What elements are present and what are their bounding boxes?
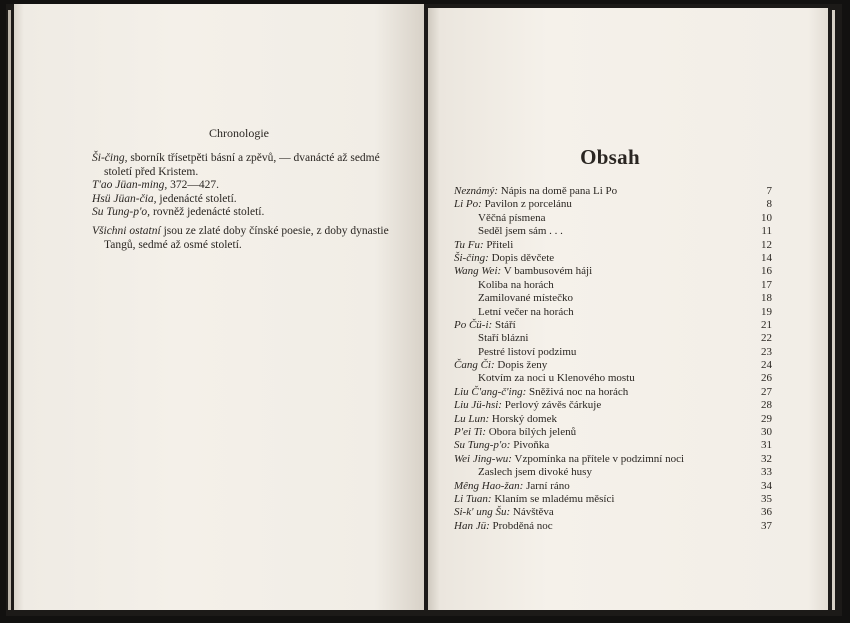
toc-author: Wang Wei: xyxy=(454,265,502,278)
toc-entry xyxy=(454,399,772,412)
toc-entry-label xyxy=(454,372,635,385)
toc-entry-label xyxy=(454,185,617,198)
toc-entry xyxy=(454,346,772,359)
toc-entry xyxy=(454,506,772,519)
toc-entry-label xyxy=(454,453,684,466)
toc-entry-label xyxy=(454,493,614,506)
toc-entry-label xyxy=(454,279,554,292)
toc-entry-label xyxy=(454,225,563,238)
toc-entry-label xyxy=(454,265,592,278)
toc-entry-label xyxy=(454,319,516,332)
toc-entry xyxy=(454,319,772,332)
chronology-item-name: Hsü Jüan-čia, xyxy=(92,192,157,205)
toc-title: Pavilon z porcelánu xyxy=(481,198,572,211)
chronology-item-text: 372—427. xyxy=(167,179,220,191)
toc-entry xyxy=(454,453,772,466)
toc-page-number: 37 xyxy=(761,519,772,532)
toc-title: Věčná písmena xyxy=(478,211,546,224)
toc-entry xyxy=(454,279,772,292)
toc-page-number: 26 xyxy=(761,372,772,385)
toc-author: Han Jü: xyxy=(454,519,490,532)
toc-page-number: 27 xyxy=(761,385,772,398)
toc-page-number: 36 xyxy=(761,506,772,519)
toc-author: Liu Č'ang-č'ing: xyxy=(454,385,527,398)
toc-entry xyxy=(454,439,772,452)
toc-entry xyxy=(454,239,772,252)
right-page xyxy=(428,8,828,610)
toc-entry xyxy=(454,225,772,238)
chronology-item-name: T'ao Jüan-ming, xyxy=(92,179,168,191)
toc-entry-label xyxy=(454,332,528,345)
toc-entry-label xyxy=(454,252,554,265)
toc-title: Vzpomínka na přítele v podzimní noci xyxy=(511,452,685,465)
toc-page-number: 21 xyxy=(761,318,772,331)
toc-page-number: 33 xyxy=(761,466,772,479)
book-spread xyxy=(6,4,842,616)
toc-title: Stáří xyxy=(492,318,516,331)
page-edge-right xyxy=(832,10,835,610)
toc-page-number: 10 xyxy=(761,211,772,224)
chronology-item xyxy=(92,179,392,193)
toc-page-number: 18 xyxy=(761,292,772,305)
chronology-list xyxy=(92,152,392,220)
toc-author: Tu Fu: xyxy=(454,238,484,251)
toc-entry xyxy=(454,493,772,506)
toc-title: Probděná noc xyxy=(489,519,553,532)
toc-entry-label xyxy=(454,198,572,211)
toc-author: Lu Lun: xyxy=(454,412,490,425)
toc-title: Horský domek xyxy=(489,412,557,425)
toc-title: Návštěva xyxy=(510,506,554,519)
toc-author: P'ei Ti: xyxy=(454,426,486,439)
toc-page-number: 8 xyxy=(766,198,772,211)
toc-title: V bambusovém háji xyxy=(501,265,593,278)
toc-entry-label xyxy=(454,520,553,533)
chronology-note xyxy=(92,225,404,252)
toc-entry-label xyxy=(454,292,573,305)
toc-entry-label xyxy=(454,466,592,479)
toc-page-number: 34 xyxy=(761,479,772,492)
toc-title: Perlový závěs čárkuje xyxy=(501,399,602,412)
chronology-item-name: Ši-čing, xyxy=(92,152,128,164)
toc-title: Sněživá noc na horách xyxy=(526,385,629,398)
toc-entry-label xyxy=(454,359,547,372)
contents-heading: Obsah xyxy=(580,145,640,169)
toc-title: Koliba na horách xyxy=(478,278,554,291)
toc-author: Liu Jü-hsi: xyxy=(454,399,502,412)
toc-entry xyxy=(454,265,772,278)
toc-author: Po Čü-i: xyxy=(454,318,493,331)
toc-entry xyxy=(454,252,772,265)
toc-author: Su Tung-p'o: xyxy=(454,439,511,452)
toc-entry-label xyxy=(454,439,549,452)
toc-title: Přiteli xyxy=(483,238,514,251)
toc-entry xyxy=(454,372,772,385)
toc-author: Li Po: xyxy=(454,198,482,211)
toc-title: Obora bílých jelenů xyxy=(486,426,577,439)
toc-title: Kotvím za noci u Klenového mostu xyxy=(478,372,635,385)
toc-entry xyxy=(454,306,772,319)
toc-title: Dopis ženy xyxy=(494,359,548,372)
toc-entry-label xyxy=(454,506,554,519)
toc-author: Si-k' ung Šu: xyxy=(454,506,511,519)
toc-title: Jarní ráno xyxy=(523,479,570,492)
left-page xyxy=(14,4,424,610)
chronology-item xyxy=(92,152,392,179)
toc-page-number: 19 xyxy=(761,305,772,318)
toc-title: Zaslech jsem divoké husy xyxy=(478,466,592,479)
toc-entry-label xyxy=(454,480,570,493)
toc-page-number: 30 xyxy=(761,426,772,439)
toc-title: Zamilované místečko xyxy=(478,292,573,305)
toc-title: Nápis na domě pana Li Po xyxy=(498,185,618,197)
chronology-item-text: sborník třísetpěti básní a zpěvů, — dvanácté až sedmé století před Kristem. xyxy=(104,152,380,178)
toc-title: Klaním se mladému měsíci xyxy=(491,492,615,505)
toc-entry-label xyxy=(454,212,546,225)
chronology-note-name: Všichni ostatní xyxy=(92,225,161,237)
toc-title: Pivoňka xyxy=(510,439,550,452)
chronology-item-name: Su Tung-p'o, xyxy=(92,206,151,218)
toc-title: Pestré listoví podzimu xyxy=(478,345,577,358)
toc-page-number: 29 xyxy=(761,412,772,425)
toc-title: Staří blázni xyxy=(478,332,529,345)
toc-author: Ši-čing: xyxy=(454,251,489,264)
toc-entry xyxy=(454,212,772,225)
toc-entry-label xyxy=(454,239,513,252)
chronology-heading: Chronologie xyxy=(209,126,269,140)
toc-entry xyxy=(454,359,772,372)
toc-author: Neznámý: xyxy=(454,185,498,197)
toc-author: Wei Jing-wu: xyxy=(454,452,512,465)
toc-page-number: 17 xyxy=(761,278,772,291)
toc-page-number: 12 xyxy=(761,238,772,251)
toc-page-number: 7 xyxy=(766,185,772,197)
toc-entry xyxy=(454,466,772,479)
chronology-note-text: jsou ze zlaté doby čínské poesie, z doby dynastie Tangů, sedmé až osmé století. xyxy=(104,225,389,251)
toc-entry xyxy=(454,292,772,305)
table-of-contents xyxy=(454,185,772,533)
toc-page-number: 14 xyxy=(761,251,772,264)
toc-entry xyxy=(454,413,772,426)
toc-entry-label xyxy=(454,413,557,426)
toc-page-number: 28 xyxy=(761,399,772,412)
toc-page-number: 22 xyxy=(761,332,772,345)
toc-page-number: 16 xyxy=(761,265,772,278)
toc-page-number: 31 xyxy=(761,439,772,452)
toc-entry xyxy=(454,426,772,439)
toc-entry xyxy=(454,520,772,533)
toc-title: Dopis děvčete xyxy=(488,251,555,264)
toc-page-number: 24 xyxy=(761,359,772,372)
toc-entry xyxy=(454,332,772,345)
toc-title: Seděl jsem sám . . . xyxy=(478,225,563,238)
toc-page-number: 35 xyxy=(761,492,772,505)
toc-entry xyxy=(454,185,772,198)
toc-page-number: 32 xyxy=(761,452,772,465)
toc-entry-label xyxy=(454,386,628,399)
toc-title: Letní večer na horách xyxy=(478,305,574,318)
toc-entry-label xyxy=(454,346,576,359)
toc-page-number: 11 xyxy=(761,225,772,238)
page-edge-left xyxy=(8,10,11,610)
chronology-item-text: jedenácté století. xyxy=(156,192,237,205)
chronology-item xyxy=(92,206,392,220)
toc-author: Čang Či: xyxy=(454,359,495,372)
toc-entry xyxy=(454,480,772,493)
toc-entry-label xyxy=(454,399,601,412)
toc-entry xyxy=(454,198,772,211)
toc-author: Mêng Hao-žan: xyxy=(454,479,524,492)
chronology-item-text: rovněž jedenácté století. xyxy=(150,206,265,218)
chronology-item xyxy=(92,193,392,207)
toc-page-number: 23 xyxy=(761,345,772,358)
toc-entry xyxy=(454,386,772,399)
toc-entry-label xyxy=(454,306,574,319)
toc-entry-label xyxy=(454,426,576,439)
toc-author: Li Tuan: xyxy=(454,492,492,505)
